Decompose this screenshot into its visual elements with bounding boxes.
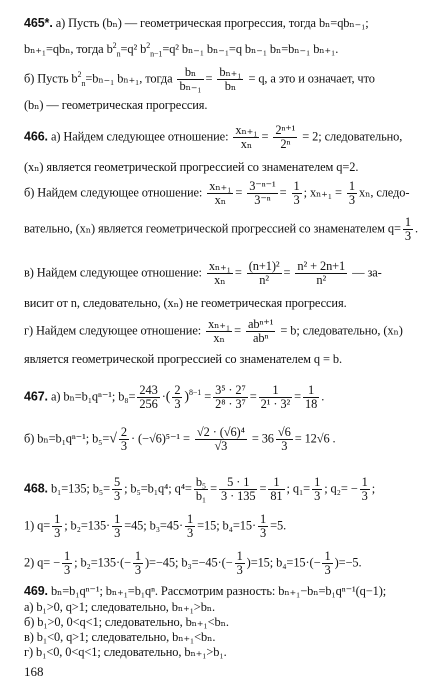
p466-b-text2: ; xₙ₊₁ = xyxy=(303,185,342,200)
p468-r1-text1: 1) q= xyxy=(24,518,51,533)
denominator: 3 xyxy=(113,489,121,503)
denominator: 3 · 135 xyxy=(221,489,256,503)
p466-line8 xyxy=(24,352,342,367)
numerator: 5 · 1 xyxy=(219,476,257,490)
fraction xyxy=(273,124,297,151)
p468-line1: 468. b₁=135; b₅= $\frac{5}{3}$ ; b₅=b₁q⁴; q⁴= $\frac{\text{b₅}}{\text{b₁}}$ = $\frac{5 \cdot 1}{3 \cdot 135}$ = $\frac{1}{81}$ ; q₁= $\frac{1}{3}$ ; q₂= − $\frac{1}{3}$ ; xyxy=(24,475,376,503)
numerator: 1 xyxy=(314,475,321,489)
p466-b-text4: вательно, (xₙ) является геометрической прогрессией со знаменателем q= xyxy=(24,221,401,236)
numerator: 1 xyxy=(259,384,292,398)
p468-line2 xyxy=(24,513,286,540)
page-number: 168 xyxy=(24,664,44,679)
p469-line5 xyxy=(24,645,227,660)
numerator: 1 xyxy=(259,512,267,526)
p469-line4 xyxy=(24,630,215,645)
p466-d-text1: г) Найдем следующее отношение: xyxy=(24,323,202,338)
fraction xyxy=(206,318,232,345)
denominator: xₙ xyxy=(214,273,226,287)
denominator: bₙ xyxy=(224,79,237,93)
p465-b-text2: =bₙ₋₁ bₙ₊₁, тогда xyxy=(85,71,173,86)
p468-line3 xyxy=(24,550,361,577)
denominator: 3 xyxy=(281,439,288,453)
p468-a-text2: ; b₅=b₁q⁴; q⁴= xyxy=(124,481,192,496)
numerator: abⁿ⁺¹ xyxy=(247,317,274,331)
denominator: 18 xyxy=(304,397,318,411)
p466-line7: г) Найдем следующее отношение: $\frac{\text{xₙ₊₁}}{\text{xₙ}}$ = $\frac{\text{abⁿ⁺¹}}{\text{abⁿ}}$ = b; следовательно, (xₙ) xyxy=(24,317,403,345)
numerator: 1 xyxy=(348,179,355,193)
p469-text2: а) b₁>0, q>1; следовательно, bₙ₊₁>bₙ. xyxy=(24,600,216,614)
fraction xyxy=(258,513,268,540)
numerator: xₙ₊₁ xyxy=(208,259,231,273)
fraction xyxy=(233,124,259,151)
p465-line2: bₙ₊₁=qbₙ, тогда $b^2_n=q^2$ $b^2_{n-1}=q^2$ bₙ₋₁ bₙ₋₁=q bₙ₋₁ bₙ=bₙ₋₁ bₙ₊₁. xyxy=(24,41,339,59)
p465-number: 465*. xyxy=(24,16,53,30)
numerator: 243 xyxy=(139,383,158,397)
denominator: 3 xyxy=(348,193,355,207)
numerator: 1 xyxy=(54,512,61,526)
p465-line4 xyxy=(24,98,207,113)
numerator: 3⁻ⁿ⁻¹ xyxy=(249,179,276,193)
p467-b-text2: · (−√6)⁵⁻¹ = xyxy=(131,431,190,446)
p468-a-text1: b₁=135; b₅= xyxy=(50,481,110,496)
p469-line3 xyxy=(24,615,229,630)
denominator: 3 xyxy=(54,526,61,540)
numerator: 1 xyxy=(114,512,121,526)
fraction xyxy=(268,476,284,503)
fraction xyxy=(112,476,122,503)
fraction xyxy=(195,426,247,453)
fraction xyxy=(172,384,182,411)
denominator: 3 xyxy=(314,489,321,503)
numerator: √6 xyxy=(277,425,291,439)
numerator: 1 xyxy=(268,476,284,490)
fraction xyxy=(137,384,159,411)
numerator: bₙ xyxy=(177,66,203,80)
numerator: 1 xyxy=(293,179,300,193)
numerator: xₙ₊₁ xyxy=(235,123,258,137)
p468-r2-text1: 2) q= − xyxy=(24,555,60,570)
numerator: 2 xyxy=(174,383,181,397)
denominator: 3 xyxy=(134,563,141,577)
p465-text2a: bₙ₊₁=qbₙ, тогда b xyxy=(24,42,113,57)
denominator: 3 xyxy=(120,439,127,453)
fraction xyxy=(112,513,122,540)
denominator: 3 xyxy=(187,526,194,540)
denominator: n² xyxy=(316,273,327,287)
numerator: 1 xyxy=(187,512,194,526)
fraction xyxy=(207,180,233,207)
p468-r2-text3: )=−45; b₃=−45·(− xyxy=(145,555,233,570)
p467-a-text1: а) bₙ=b₁qⁿ⁻¹; b₈= xyxy=(50,389,136,404)
p466-b-text1: б) Найдем следующее отношение: xyxy=(24,185,203,200)
p466-line6 xyxy=(24,296,347,311)
p468-number: 468. xyxy=(24,481,48,496)
denominator: 3 xyxy=(259,526,267,540)
p468-r1-text2: ; b₂=135· xyxy=(64,518,111,533)
fraction xyxy=(312,476,322,503)
numerator: 1 xyxy=(404,215,411,229)
numerator: xₙ₊₁ xyxy=(209,179,232,193)
denominator: bₙ₋₁ xyxy=(179,79,202,93)
p466-c-text3: висит от n, следовательно, (xₙ) не геометрическая прогрессия. xyxy=(24,296,347,310)
p468-r2-text4: )=15; b₄=15·(− xyxy=(246,555,321,570)
numerator: xₙ₊₁ xyxy=(208,317,231,331)
fraction xyxy=(322,550,332,577)
numerator: 2ⁿ⁺¹ xyxy=(275,123,296,137)
p469-number: 469. xyxy=(24,584,48,598)
p468-r2-text5: )=−5. xyxy=(334,555,362,570)
denominator: 3 xyxy=(114,526,121,540)
denominator: 256 xyxy=(139,397,158,411)
p465-text2c: =q² bₙ₋₁ bₙ₋₁=q bₙ₋₁ bₙ=bₙ₋₁ bₙ₊₁. xyxy=(162,42,339,57)
p466-c-text1: в) Найдем следующее отношение: xyxy=(24,265,202,280)
denominator: 3 xyxy=(174,397,181,411)
fraction xyxy=(235,550,245,577)
denominator: 2¹ · 3² xyxy=(260,397,291,411)
denominator: 81 xyxy=(270,489,283,503)
denominator: xₙ xyxy=(214,193,226,207)
denominator: √3 xyxy=(214,439,228,453)
numerator: bₙ₊₁ xyxy=(219,65,242,79)
numerator: b₅ xyxy=(195,475,207,489)
denominator: 3 xyxy=(293,193,300,207)
numerator: 3⁵ · 2⁷ xyxy=(215,383,246,397)
fraction xyxy=(213,384,248,411)
p469-text5: г) b₁<0, 0<q<1; следовательно, bₙ₊₁>b₁. xyxy=(24,645,227,659)
fraction xyxy=(276,426,293,453)
denominator: b₁ xyxy=(195,489,207,503)
fraction xyxy=(246,318,275,345)
numerator: n² + 2n+1 xyxy=(297,259,346,273)
denominator: 3⁻ⁿ xyxy=(254,193,271,207)
fraction xyxy=(133,550,143,577)
p469-text4: в) b₁<0, q>1; следовательно, bₙ₊₁<bₙ. xyxy=(24,630,216,644)
fraction xyxy=(295,260,347,287)
p466-a-text3: (xₙ) является геометрической прогрессией со знаменателем q=2. xyxy=(24,160,359,174)
p466-line1: 466. а) Найдем следующее отношение: $\frac{\text{xₙ₊₁}}{\text{xₙ}}$ = $\frac{\text{2ⁿ⁺¹}}{\text{2ⁿ}}$ = 2; следовательно, xyxy=(24,123,403,151)
denominator: 3 xyxy=(236,563,243,577)
p465-line1 xyxy=(24,16,369,31)
fraction xyxy=(194,476,208,503)
fraction xyxy=(217,66,243,93)
p467-b-text3: = 36 xyxy=(251,431,274,446)
fraction xyxy=(247,260,282,287)
fraction xyxy=(403,216,413,243)
numerator: √2 · (√6)⁴ xyxy=(196,425,245,439)
fraction xyxy=(259,384,292,411)
p466-d-text3: является геометрической прогрессией со знаменателем q = b. xyxy=(24,352,342,366)
p468-r1-text3: =45; b₃=45· xyxy=(124,518,184,533)
p467-b-text1: б) bₙ=b₁qⁿ⁻¹; b₅= xyxy=(24,431,110,446)
p469-line1 xyxy=(24,584,386,599)
numerator: 2 xyxy=(120,425,127,439)
fraction xyxy=(177,66,203,93)
p468-r2-text2: ; b₂=135·(− xyxy=(74,555,131,570)
denominator: xₙ xyxy=(213,331,225,345)
numerator: 1 xyxy=(64,549,71,563)
p465-b-text3: = q, а это и означает, что xyxy=(248,71,375,86)
p467-line2: б) bₙ=b₁qⁿ⁻¹; b₅=√ $\frac{2}{3}$ · (−√6)⁵⁻¹ = $\frac{\text{√2 · (√6)⁴}}{√3}$ = 36 $\frac{√6}{3}$ = 12√6 . xyxy=(24,425,336,453)
p465-b-text1: б) Пусть b xyxy=(24,71,78,86)
multiply-dot: · xyxy=(161,389,166,404)
numerator: 1 xyxy=(303,384,319,398)
p466-d-text2: = b; следовательно, (xₙ) xyxy=(280,323,403,338)
fraction xyxy=(219,476,257,503)
numerator: (n+1)² xyxy=(248,259,280,273)
p466-line3: б) Найдем следующее отношение: $\frac{\text{xₙ₊₁}}{\text{xₙ}}$ = $\frac{\text{3⁻ⁿ⁻¹}}{\text{3⁻ⁿ}}$ = $\frac{1}{3}$ ; xₙ₊₁ = $\frac{1}{3}$ xₙ, следо- xyxy=(24,179,410,207)
p466-a-text1: а) Найдем следующее отношение: xyxy=(50,129,229,144)
numerator: 5 xyxy=(113,475,121,489)
p465-text2b: =q² b xyxy=(120,42,147,57)
fraction xyxy=(303,384,319,411)
numerator: 1 xyxy=(324,549,331,563)
denominator: 3 xyxy=(324,563,331,577)
fraction xyxy=(62,550,72,577)
p465-line3: б) Пусть $b^2_n=b_{n-1}$ bₙ₊₁, тогда $\frac{\text{bₙ}}{\text{bₙ₋₁}}$ = $\frac{\text{bₙ₊₁}}{\text{bₙ}}$ = q, а это и означает, что xyxy=(24,65,375,93)
fraction xyxy=(247,180,277,207)
p466-line4: вательно, (xₙ) является геометрической прогрессией со знаменателем q= $\frac{1}{3}$ . xyxy=(24,215,418,243)
p467-number: 467. xyxy=(24,389,48,404)
p466-a-text2: = 2; следовательно, xyxy=(302,129,403,144)
p468-r1-text4: =15; b₄=15· xyxy=(197,518,256,533)
fraction xyxy=(360,476,370,503)
p469-line2 xyxy=(24,600,215,615)
p466-line2 xyxy=(24,160,358,175)
denominator: 3 xyxy=(64,563,71,577)
exponent: 8−1 xyxy=(188,388,202,398)
fraction xyxy=(185,513,195,540)
numerator: 1 xyxy=(236,549,243,563)
denominator: 3 xyxy=(404,229,411,243)
denominator: 2ⁿ xyxy=(280,137,291,151)
denominator: n² xyxy=(259,273,269,287)
denominator: xₙ xyxy=(240,137,253,151)
numerator: 1 xyxy=(134,549,141,563)
fraction xyxy=(119,426,129,453)
fraction xyxy=(347,180,357,207)
denominator: 3 xyxy=(361,489,368,503)
numerator: 1 xyxy=(361,475,368,489)
p466-line5: в) Найдем следующее отношение: $\frac{\text{xₙ₊₁}}{\text{xₙ}}$ = $\frac{\text{(n+1)²}}{\text{n²}}$ = $\frac{\text{n² + 2n+1}}{\text{n²}}$ — за- xyxy=(24,259,382,287)
fraction xyxy=(292,180,302,207)
fraction xyxy=(207,260,233,287)
p468-a-text4: ; q₂= − xyxy=(324,481,358,496)
p466-b-text3: xₙ, следо- xyxy=(358,185,410,200)
p466-c-text2: — за- xyxy=(352,265,382,280)
p468-r1-text5: =5. xyxy=(270,518,287,533)
p465-text1: а) Пусть (bₙ) — геометрическая прогрессия, тогда bₙ=qbₙ₋₁; xyxy=(55,16,369,30)
p468-a-text3: ; q₁= xyxy=(286,481,311,496)
p469-text1: bₙ=b₁qⁿ⁻¹; bₙ₊₁=b₁qⁿ. Рассмотрим разность: bₙ₊₁−bₙ=b₁qⁿ⁻¹(q−1); xyxy=(50,584,387,598)
p467-b-text4: = 12√6 . xyxy=(294,431,336,446)
fraction xyxy=(52,513,62,540)
p466-number: 466. xyxy=(24,129,48,144)
p469-text3: б) b₁>0, 0<q<1; следовательно, bₙ₊₁<bₙ. xyxy=(24,615,229,629)
denominator: 2⁸ · 3⁷ xyxy=(215,397,246,411)
denominator: abⁿ xyxy=(253,331,269,345)
p467-line1: 467. а) bₙ=b₁qⁿ⁻¹; b₈= $\frac{243}{256}$ ·( $\frac{2}{3}$ )$^{8-1}$ = $\frac{\text{3⁵ · 2⁷}}{\text{2⁸ · 3⁷}}$ = $\frac{1}{\text{2¹ · 3²}}$ = $\frac{1}{18}$ . xyxy=(24,383,325,411)
p465-b-text4: (bₙ) — геометрическая прогрессия. xyxy=(24,98,208,112)
